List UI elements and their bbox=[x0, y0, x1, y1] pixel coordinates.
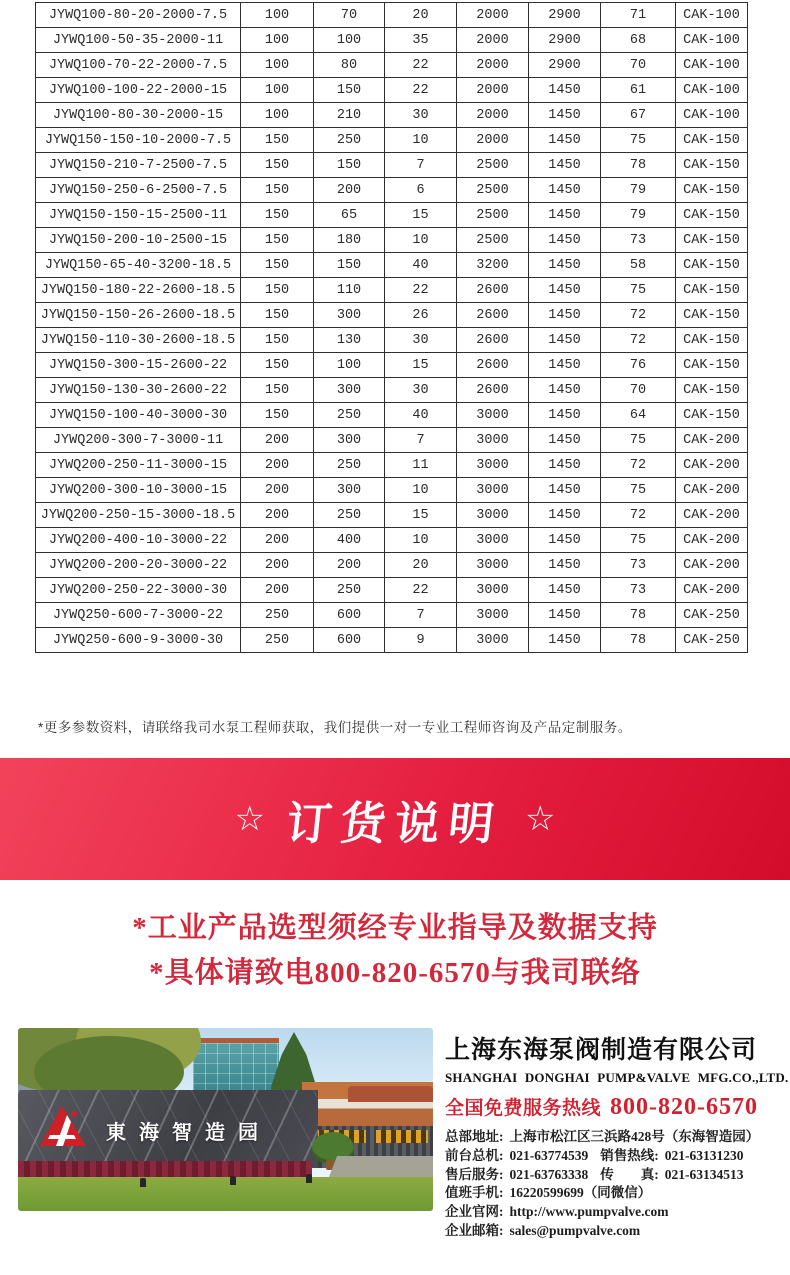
hotline-label: 全国免费服务热线 bbox=[445, 1098, 602, 1119]
table-cell: 250 bbox=[314, 403, 385, 428]
table-cell: 1450 bbox=[529, 453, 601, 478]
table-cell: 180 bbox=[314, 228, 385, 253]
contact-value: sales@pumpvalve.com bbox=[509, 1222, 641, 1238]
table-cell: 300 bbox=[314, 428, 385, 453]
table-cell: 70 bbox=[601, 378, 676, 403]
lawn bbox=[18, 1177, 433, 1211]
table-row bbox=[36, 228, 748, 253]
contact-value: 021-63774539 bbox=[509, 1147, 589, 1163]
table-cell: 1450 bbox=[529, 178, 601, 203]
table-cell: CAK-100 bbox=[676, 78, 748, 103]
star-icon: ☆ bbox=[525, 800, 556, 838]
table-cell: CAK-150 bbox=[676, 253, 748, 278]
table-cell: CAK-100 bbox=[676, 3, 748, 28]
table-cell: 1450 bbox=[529, 503, 601, 528]
order-instructions-banner bbox=[0, 758, 790, 880]
table-cell: 71 bbox=[601, 3, 676, 28]
table-row bbox=[36, 403, 748, 428]
table-cell: JYWQ100-50-35-2000-11 bbox=[36, 28, 241, 53]
table-cell: 26 bbox=[385, 303, 457, 328]
contact-label: 销售热线: bbox=[600, 1147, 659, 1163]
table-cell: 200 bbox=[314, 553, 385, 578]
table-row bbox=[36, 53, 748, 78]
selection-notices bbox=[0, 906, 790, 996]
company-name-cn: 上海东海泵阀制造有限公司 bbox=[445, 1036, 758, 1064]
table-cell: JYWQ150-180-22-2600-18.5 bbox=[36, 278, 241, 303]
table-cell: 75 bbox=[601, 428, 676, 453]
table-cell: 100 bbox=[314, 28, 385, 53]
table-cell: 200 bbox=[241, 553, 314, 578]
table-row bbox=[36, 528, 748, 553]
table-cell: 200 bbox=[241, 478, 314, 503]
table-cell: 22 bbox=[385, 78, 457, 103]
company-info bbox=[445, 1030, 789, 1241]
marble-sign-wall bbox=[18, 1090, 318, 1168]
table-row bbox=[36, 453, 748, 478]
table-cell: 15 bbox=[385, 353, 457, 378]
table-cell: 79 bbox=[601, 178, 676, 203]
spec-table-body bbox=[36, 3, 748, 653]
table-row bbox=[36, 603, 748, 628]
table-cell: 200 bbox=[241, 428, 314, 453]
table-cell: 75 bbox=[601, 478, 676, 503]
table-cell: 9 bbox=[385, 628, 457, 653]
table-row bbox=[36, 328, 748, 353]
contact-value: 021-63763338 bbox=[509, 1166, 589, 1182]
table-cell: 200 bbox=[241, 578, 314, 603]
hotline-number: 800-820-6570 bbox=[610, 1094, 758, 1120]
table-cell: CAK-150 bbox=[676, 178, 748, 203]
table-cell: 70 bbox=[314, 3, 385, 28]
table-cell: 78 bbox=[601, 628, 676, 653]
table-cell: CAK-200 bbox=[676, 478, 748, 503]
table-cell: CAK-250 bbox=[676, 603, 748, 628]
notice-line: *工业产品选型须经专业指导及数据支持 bbox=[132, 912, 658, 944]
table-cell: 3200 bbox=[457, 253, 529, 278]
table-cell: 1450 bbox=[529, 328, 601, 353]
table-cell: JYWQ100-80-30-2000-15 bbox=[36, 103, 241, 128]
table-cell: 64 bbox=[601, 403, 676, 428]
table-cell: 7 bbox=[385, 153, 457, 178]
table-cell: JYWQ200-250-15-3000-18.5 bbox=[36, 503, 241, 528]
table-cell: 40 bbox=[385, 403, 457, 428]
table-cell: 2900 bbox=[529, 28, 601, 53]
contact-line bbox=[445, 1222, 785, 1241]
table-cell: 72 bbox=[601, 503, 676, 528]
table-row bbox=[36, 478, 748, 503]
table-cell: JYWQ200-250-22-3000-30 bbox=[36, 578, 241, 603]
table-row bbox=[36, 203, 748, 228]
table-cell: 58 bbox=[601, 253, 676, 278]
table-cell: CAK-150 bbox=[676, 303, 748, 328]
wall-sign-text: 東海智造园 bbox=[106, 1122, 271, 1144]
table-cell: 200 bbox=[314, 178, 385, 203]
table-cell: 11 bbox=[385, 453, 457, 478]
table-cell: JYWQ200-400-10-3000-22 bbox=[36, 528, 241, 553]
table-cell: 150 bbox=[241, 253, 314, 278]
table-cell: JYWQ150-210-7-2500-7.5 bbox=[36, 153, 241, 178]
table-cell: 2600 bbox=[457, 303, 529, 328]
table-cell: 1450 bbox=[529, 603, 601, 628]
table-cell: 130 bbox=[314, 328, 385, 353]
table-cell: 300 bbox=[314, 478, 385, 503]
table-cell: 10 bbox=[385, 228, 457, 253]
table-cell: JYWQ200-200-20-3000-22 bbox=[36, 553, 241, 578]
table-cell: CAK-250 bbox=[676, 628, 748, 653]
table-row bbox=[36, 428, 748, 453]
table-cell: 78 bbox=[601, 153, 676, 178]
table-row bbox=[36, 278, 748, 303]
table-cell: JYWQ150-130-30-2600-22 bbox=[36, 378, 241, 403]
contact-label: 总部地址: bbox=[445, 1129, 504, 1144]
contact-line bbox=[445, 1184, 785, 1203]
table-cell: CAK-200 bbox=[676, 503, 748, 528]
table-cell: 150 bbox=[241, 178, 314, 203]
table-cell: 75 bbox=[601, 528, 676, 553]
table-cell: 2900 bbox=[529, 3, 601, 28]
table-cell: 22 bbox=[385, 278, 457, 303]
table-cell: JYWQ150-200-10-2500-15 bbox=[36, 228, 241, 253]
table-cell: 1450 bbox=[529, 103, 601, 128]
table-cell: 200 bbox=[241, 503, 314, 528]
table-cell: 250 bbox=[314, 453, 385, 478]
table-cell: 10 bbox=[385, 478, 457, 503]
star-icon: ☆ bbox=[234, 800, 265, 838]
contact-value: 021-63131230 bbox=[664, 1147, 744, 1163]
table-cell: 20 bbox=[385, 3, 457, 28]
table-cell: 250 bbox=[314, 503, 385, 528]
table-cell: 10 bbox=[385, 528, 457, 553]
table-cell: 2600 bbox=[457, 378, 529, 403]
table-cell: 150 bbox=[241, 228, 314, 253]
table-cell: 150 bbox=[314, 78, 385, 103]
table-cell: 1450 bbox=[529, 203, 601, 228]
table-cell: 61 bbox=[601, 78, 676, 103]
table-cell: 22 bbox=[385, 578, 457, 603]
table-cell: 68 bbox=[601, 28, 676, 53]
table-cell: 2000 bbox=[457, 78, 529, 103]
table-cell: 1450 bbox=[529, 628, 601, 653]
table-row bbox=[36, 178, 748, 203]
spec-table-section bbox=[35, 2, 747, 653]
table-cell: 3000 bbox=[457, 553, 529, 578]
table-cell: 2500 bbox=[457, 178, 529, 203]
table-cell: 3000 bbox=[457, 428, 529, 453]
table-cell: 2600 bbox=[457, 353, 529, 378]
contact-value: 021-63134513 bbox=[664, 1166, 744, 1182]
table-cell: 72 bbox=[601, 303, 676, 328]
table-cell: 2000 bbox=[457, 53, 529, 78]
table-cell: 3000 bbox=[457, 403, 529, 428]
table-cell: 1450 bbox=[529, 403, 601, 428]
table-cell: JYWQ150-150-26-2600-18.5 bbox=[36, 303, 241, 328]
donghai-logo-icon bbox=[40, 1106, 86, 1146]
table-cell: 75 bbox=[601, 278, 676, 303]
table-row bbox=[36, 28, 748, 53]
table-cell: 6 bbox=[385, 178, 457, 203]
table-cell: 76 bbox=[601, 353, 676, 378]
table-cell: 2000 bbox=[457, 103, 529, 128]
contact-label: 企业官网: bbox=[445, 1204, 504, 1220]
contact-lines bbox=[445, 1128, 785, 1241]
table-cell: CAK-150 bbox=[676, 278, 748, 303]
table-cell: 200 bbox=[241, 528, 314, 553]
table-cell: 1450 bbox=[529, 303, 601, 328]
table-cell: 22 bbox=[385, 53, 457, 78]
table-cell: 1450 bbox=[529, 228, 601, 253]
table-cell: 2000 bbox=[457, 128, 529, 153]
table-cell: 15 bbox=[385, 203, 457, 228]
gatehouse-roof bbox=[348, 1086, 433, 1102]
table-cell: 300 bbox=[314, 378, 385, 403]
table-cell: 3000 bbox=[457, 478, 529, 503]
table-cell: 3000 bbox=[457, 528, 529, 553]
table-row bbox=[36, 253, 748, 278]
table-cell: JYWQ250-600-7-3000-22 bbox=[36, 603, 241, 628]
table-row bbox=[36, 128, 748, 153]
contact-line bbox=[445, 1166, 785, 1185]
table-cell: 2000 bbox=[457, 3, 529, 28]
table-cell: 100 bbox=[314, 353, 385, 378]
table-cell: 150 bbox=[241, 128, 314, 153]
table-cell: 1450 bbox=[529, 278, 601, 303]
table-cell: JYWQ150-65-40-3200-18.5 bbox=[36, 253, 241, 278]
table-cell: 20 bbox=[385, 553, 457, 578]
table-cell: 80 bbox=[314, 53, 385, 78]
table-cell: 15 bbox=[385, 503, 457, 528]
table-cell: 600 bbox=[314, 628, 385, 653]
contact-label: 企业邮箱: bbox=[445, 1222, 504, 1238]
table-cell: JYWQ200-300-10-3000-15 bbox=[36, 478, 241, 503]
table-cell: JYWQ200-250-11-3000-15 bbox=[36, 453, 241, 478]
contact-label: 传 真: bbox=[600, 1166, 659, 1182]
contact-label: 前台总机: bbox=[445, 1147, 504, 1163]
contact-line bbox=[445, 1147, 785, 1166]
table-cell: JYWQ150-250-6-2500-7.5 bbox=[36, 178, 241, 203]
table-cell: 1450 bbox=[529, 378, 601, 403]
table-cell: 73 bbox=[601, 578, 676, 603]
table-cell: 3000 bbox=[457, 503, 529, 528]
spec-table bbox=[35, 2, 748, 653]
table-cell: 72 bbox=[601, 453, 676, 478]
table-cell: 150 bbox=[241, 203, 314, 228]
table-cell: 600 bbox=[314, 603, 385, 628]
table-cell: 150 bbox=[314, 253, 385, 278]
table-cell: 73 bbox=[601, 553, 676, 578]
table-cell: CAK-150 bbox=[676, 203, 748, 228]
table-cell: 35 bbox=[385, 28, 457, 53]
table-cell: 3000 bbox=[457, 628, 529, 653]
table-cell: 250 bbox=[241, 628, 314, 653]
table-cell: CAK-100 bbox=[676, 53, 748, 78]
contact-label: 售后服务: bbox=[445, 1166, 504, 1182]
table-cell: 150 bbox=[241, 328, 314, 353]
table-row bbox=[36, 553, 748, 578]
table-cell: JYWQ100-100-22-2000-15 bbox=[36, 78, 241, 103]
contact-line bbox=[445, 1128, 785, 1147]
contact-value: 上海市松江区三浜路428号（东海智造园） bbox=[509, 1129, 760, 1144]
table-cell: 2000 bbox=[457, 28, 529, 53]
table-cell: 30 bbox=[385, 328, 457, 353]
table-cell: 1450 bbox=[529, 128, 601, 153]
table-cell: JYWQ100-70-22-2000-7.5 bbox=[36, 53, 241, 78]
table-cell: 150 bbox=[241, 303, 314, 328]
table-cell: 2500 bbox=[457, 203, 529, 228]
table-cell: 300 bbox=[314, 303, 385, 328]
table-cell: 100 bbox=[241, 28, 314, 53]
table-cell: CAK-200 bbox=[676, 528, 748, 553]
table-row bbox=[36, 78, 748, 103]
table-cell: 73 bbox=[601, 228, 676, 253]
table-cell: 1450 bbox=[529, 153, 601, 178]
table-cell: 150 bbox=[241, 153, 314, 178]
table-cell: 100 bbox=[241, 78, 314, 103]
table-cell: 1450 bbox=[529, 353, 601, 378]
table-cell: CAK-100 bbox=[676, 103, 748, 128]
table-cell: 150 bbox=[314, 153, 385, 178]
table-cell: 30 bbox=[385, 378, 457, 403]
table-row bbox=[36, 303, 748, 328]
service-hotline bbox=[445, 1093, 785, 1121]
table-cell: JYWQ150-150-10-2000-7.5 bbox=[36, 128, 241, 153]
table-cell: 400 bbox=[314, 528, 385, 553]
table-cell: 1450 bbox=[529, 553, 601, 578]
table-cell: JYWQ150-300-15-2600-22 bbox=[36, 353, 241, 378]
table-cell: 65 bbox=[314, 203, 385, 228]
table-row bbox=[36, 628, 748, 653]
table-cell: 150 bbox=[241, 378, 314, 403]
table-cell: 67 bbox=[601, 103, 676, 128]
table-cell: 72 bbox=[601, 328, 676, 353]
contact-line bbox=[445, 1203, 785, 1222]
table-cell: 100 bbox=[241, 103, 314, 128]
table-cell: JYWQ150-100-40-3000-30 bbox=[36, 403, 241, 428]
table-cell: 250 bbox=[314, 128, 385, 153]
table-cell: JYWQ150-150-15-2500-11 bbox=[36, 203, 241, 228]
table-cell: 2600 bbox=[457, 278, 529, 303]
table-cell: CAK-200 bbox=[676, 453, 748, 478]
contact-value: http://www.pumpvalve.com bbox=[509, 1204, 669, 1220]
table-cell: CAK-150 bbox=[676, 228, 748, 253]
table-cell: 75 bbox=[601, 128, 676, 153]
gate-stripe bbox=[376, 1130, 428, 1143]
table-row bbox=[36, 353, 748, 378]
garden-lamp bbox=[230, 1176, 236, 1185]
table-cell: 2500 bbox=[457, 228, 529, 253]
table-cell: 3000 bbox=[457, 603, 529, 628]
table-row bbox=[36, 103, 748, 128]
table-cell: 200 bbox=[241, 453, 314, 478]
garden-lamp bbox=[306, 1174, 312, 1183]
contact-value: 16220599699（同微信） bbox=[509, 1185, 652, 1201]
notice-line: *具体请致电800-820-6570与我司联络 bbox=[149, 957, 641, 989]
table-cell: 7 bbox=[385, 428, 457, 453]
table-cell: 150 bbox=[241, 403, 314, 428]
table-row bbox=[36, 3, 748, 28]
table-cell: JYWQ250-600-9-3000-30 bbox=[36, 628, 241, 653]
table-cell: 40 bbox=[385, 253, 457, 278]
table-cell: 10 bbox=[385, 128, 457, 153]
table-cell: 110 bbox=[314, 278, 385, 303]
table-cell: 150 bbox=[241, 278, 314, 303]
table-cell: 150 bbox=[241, 353, 314, 378]
factory-photo bbox=[18, 1028, 433, 1211]
table-cell: CAK-200 bbox=[676, 428, 748, 453]
table-row bbox=[36, 378, 748, 403]
table-cell: 1450 bbox=[529, 78, 601, 103]
table-cell: 3000 bbox=[457, 453, 529, 478]
table-cell: 2900 bbox=[529, 53, 601, 78]
table-cell: JYWQ150-110-30-2600-18.5 bbox=[36, 328, 241, 353]
table-cell: 79 bbox=[601, 203, 676, 228]
table-cell: CAK-100 bbox=[676, 28, 748, 53]
table-cell: CAK-150 bbox=[676, 378, 748, 403]
table-row bbox=[36, 153, 748, 178]
table-cell: 100 bbox=[241, 3, 314, 28]
banner-title: 订货说明 bbox=[283, 797, 506, 849]
table-cell: 2600 bbox=[457, 328, 529, 353]
contact-label: 值班手机: bbox=[445, 1185, 504, 1201]
table-cell: 78 bbox=[601, 603, 676, 628]
table-cell: CAK-150 bbox=[676, 328, 748, 353]
table-cell: 100 bbox=[241, 53, 314, 78]
table-row bbox=[36, 578, 748, 603]
table-cell: 1450 bbox=[529, 478, 601, 503]
table-cell: 1450 bbox=[529, 528, 601, 553]
table-cell: JYWQ100-80-20-2000-7.5 bbox=[36, 3, 241, 28]
table-cell: 1450 bbox=[529, 428, 601, 453]
table-cell: CAK-150 bbox=[676, 353, 748, 378]
table-cell: CAK-200 bbox=[676, 578, 748, 603]
table-cell: 1450 bbox=[529, 253, 601, 278]
garden-lamp bbox=[140, 1178, 146, 1187]
table-cell: 70 bbox=[601, 53, 676, 78]
table-cell: 3000 bbox=[457, 578, 529, 603]
table-cell: 210 bbox=[314, 103, 385, 128]
table-cell: 30 bbox=[385, 103, 457, 128]
table-cell: CAK-150 bbox=[676, 128, 748, 153]
parameter-note: *更多参数资料，请联络我司水泵工程师获取，我们提供一对一专业工程师咨询及产品定制服务。 bbox=[38, 720, 632, 735]
table-cell: CAK-150 bbox=[676, 403, 748, 428]
table-row bbox=[36, 503, 748, 528]
table-cell: 1450 bbox=[529, 578, 601, 603]
table-cell: 7 bbox=[385, 603, 457, 628]
table-cell: CAK-200 bbox=[676, 553, 748, 578]
company-name-en: SHANGHAI DONGHAI PUMP&VALVE MFG.CO.,LTD. bbox=[445, 1070, 789, 1085]
table-cell: JYWQ200-300-7-3000-11 bbox=[36, 428, 241, 453]
table-cell: 2500 bbox=[457, 153, 529, 178]
table-cell: CAK-150 bbox=[676, 153, 748, 178]
table-cell: 250 bbox=[314, 578, 385, 603]
table-cell: 250 bbox=[241, 603, 314, 628]
